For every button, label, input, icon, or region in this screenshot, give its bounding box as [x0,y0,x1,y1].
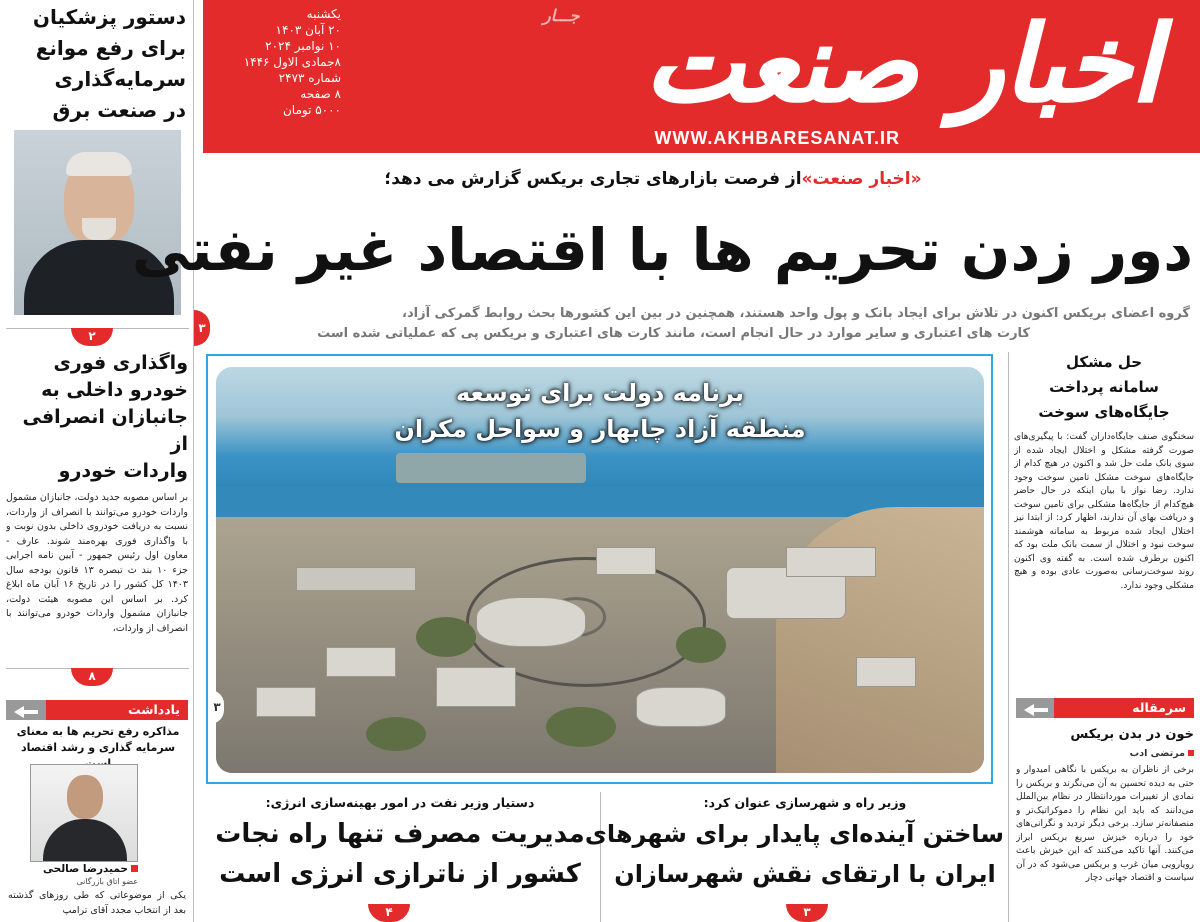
right-story-body: سخنگوی صنف جایگاه‌داران گفت: با پیگیری‌های صورت گرفته مشکل و اختلال ایجاد شده از سوی بانک ملت حل شد و اکنون در هیچ کدام از جایگاه‌های سوخت مشکل تامین سوخت وجود ندارد. رضا نواز با بیان اینکه در حال حاضر هیچ‌کدام از جایگاه‌ها مشکلی برای تامین سوخت و دریافت بهای آن ندارند، اظهار کرد: از ابتدا نیز اختلال ایجاد شده مربوط به سامانه هوشمند سوخت نبود و اختلال از سمت بانک ملت بود که اکنون برطرف شده است. به گفته وی اکنون روند سوخت‌رسانی به‌صورت عادی بوده و هیچ مشکلی وجود ندارد. [1014,432,1194,591]
bottom-divider [600,792,601,922]
hair-shape [66,152,132,176]
bottom-right-headline: ساختن آینده‌ای پایدار برای شهرهای ایران با ارتقای نقش شهرسازان [584,820,1004,888]
right-column-divider [1008,352,1009,922]
page-number-badge[interactable]: ۸ [71,668,113,686]
sarmaghaleh-body: برخی از ناظران به بریکس با نگاهی امیدوار و حتی به دیده تحسین به آن می‌نگرند و بریکس را نمادی از تغییرات موردانتظار در نظام بین‌الملل می‌دانند که باید این نظام را دموکراتیک‌تر و منصفانه‌تر سازد. برخی دیگر تردید و نگرانی‌های خود را درباره خیزش سریع بریکس ابراز می‌کنند. آنها تاکید می‌کنند که این خیزش باعث رویارویی میان غرب و بریکس می‌شود که در آن سیاست و اقتصاد جهانی دچار [1016,765,1194,883]
yaddasht-author-title: عضو اتاق بازرگانی [76,877,138,886]
building [596,547,656,575]
author-photo [30,764,138,862]
right-story[interactable] [1014,350,1194,675]
building [326,647,396,677]
bottom-right-story[interactable] [584,792,1004,894]
issue-pages: ۸ صفحه [300,87,341,101]
issue-date-shamsi: ۲۰ آبان ۱۴۰۳ [275,23,341,37]
building [636,687,726,727]
building [436,667,516,707]
beard-shape [82,218,116,240]
face-shape [67,775,103,819]
masthead [203,0,1200,153]
building [786,547,876,577]
yaddasht-body: یکی از موضوعاتی که طی روزهای گذشته بعد از انتخاب مجدد آقای ترامپ [8,890,186,916]
page-number-badge[interactable]: ۳ [194,310,210,346]
bottom-left-kicker: دستیار وزیر نفت در امور بهینه‌سازی انرژی: [265,795,535,810]
tree-cluster [416,617,476,657]
port-shape [396,453,586,483]
bottom-right-kicker: وزیر راه و شهرسازی عنوان کرد: [703,795,907,810]
arrow-icon-svg [6,700,46,720]
left-mid-headline: واگذاری فوری خودرو داخلی به جانبازان انصرافی از واردات خودرو [22,352,188,482]
issue-info [211,6,341,118]
tree-cluster [546,707,616,747]
left-top-story[interactable] [6,2,186,126]
page-number-badge[interactable]: ۳ [786,904,828,922]
left-top-headline: دستور پزشکیان برای رفع موانع سرمایه‌گذاری در صنعت برق [32,5,186,122]
issue-date-miladi: ۱۰ نوامبر ۲۰۲۴ [265,39,341,53]
main-lead: گروه اعضای بریکس اکنون در تلاش برای ایجاد بانک و پول واحد هستند، همچنین در بین این کشورها بحث روابط گمرکی آزاد، کارت های اعتباری و سایر موارد در حال انجام است، مانند کارت های اعتباری و بریکس پی که عملیاتی شده است [317,306,1190,341]
left-mid-story[interactable] [6,350,188,668]
website-url[interactable]: WWW.AKHBARESANAT.IR [654,128,900,148]
newspaper-logo[interactable]: اخبار صنعت [645,3,1160,125]
page-number-badge[interactable]: ۲ [71,328,113,346]
bullet-icon [131,865,138,872]
page-number-badge[interactable]: ۴ [368,904,410,922]
suit-shape [43,819,127,862]
main-headline[interactable]: دور زدن تحریم ها با اقتصاد غیر نفتی [131,216,1193,284]
page-number-badge[interactable]: ۳ [210,690,224,724]
building [296,567,416,591]
building [256,687,316,717]
yaddasht-headline[interactable]: مذاکره رفع تحریم ها به معنای سرمایه گذاری و رشد اقتصاد [16,725,180,754]
sarmaghaleh-author: مرتضی ادب [1016,747,1194,761]
building [856,657,916,687]
main-kicker: «اخبار صنعت»از فرصت بازارهای تجاری بریکس گزارش می دهد؛ [384,169,922,189]
yaddasht-tag: یادداشت [46,700,188,720]
arrow-icon [1016,698,1054,718]
tree-cluster [676,627,726,663]
sarmaghaleh-tag: سرمقاله [1054,698,1194,718]
issue-date-qamari: ۸جمادی الاول ۱۴۴۶ [243,55,341,69]
sarmaghaleh-headline[interactable]: خون در بدن بریکس [1070,727,1194,742]
issue-number: شماره ۲۴۷۳ [278,71,341,85]
arrow-icon [6,700,46,720]
chabahar-aerial-photo[interactable] [216,367,984,773]
arrow-icon-svg [1016,698,1054,718]
issue-day: یکشنبه [306,7,341,21]
jadar-label: جـــار [543,6,580,25]
left-column-divider [193,0,194,922]
right-story-headline: حل مشکل سامانه پرداخت جایگاه‌های سوخت [1038,353,1170,421]
photo-caption: برنامه دولت برای توسعه منطقه آزاد چابهار و سواحل مکران [394,379,806,443]
main-kicker-brand: «اخبار صنعت» [801,169,922,189]
bottom-left-story[interactable] [206,792,594,894]
bottom-left-headline: مدیریت مصرف تنها راه نجات کشور از ناترازی انرژی است [215,819,585,889]
left-mid-body: بر اساس مصوبه جدید دولت، جانبازان مشمول واردات خودرو می‌توانند با انصراف از واردات، نسبت به دریافت خودروی داخلی بدون نوبت و با واگذاری فوری بهره‌مند شوند. عارف - معاون اول رئیس جمهور - آیین نامه اجرایی جزء ۱۰ بند ث تبصره ۱۳ قانون بودجه سال ۱۴۰۳ کل کشور را در تاریخ ۱۶ آبان ماه ابلاغ کرد. بر اساس این مصوبه هیئت دولت، جانبازان مشمول واردات خودرو می‌توانند با انصراف از واردات، [6,492,188,634]
building [476,597,586,647]
bullet-icon [1188,750,1194,756]
yaddasht-author: حمیدرضا صالحی [20,862,138,876]
issue-price: ۵۰۰۰ تومان [282,103,341,117]
tree-cluster [366,717,426,751]
